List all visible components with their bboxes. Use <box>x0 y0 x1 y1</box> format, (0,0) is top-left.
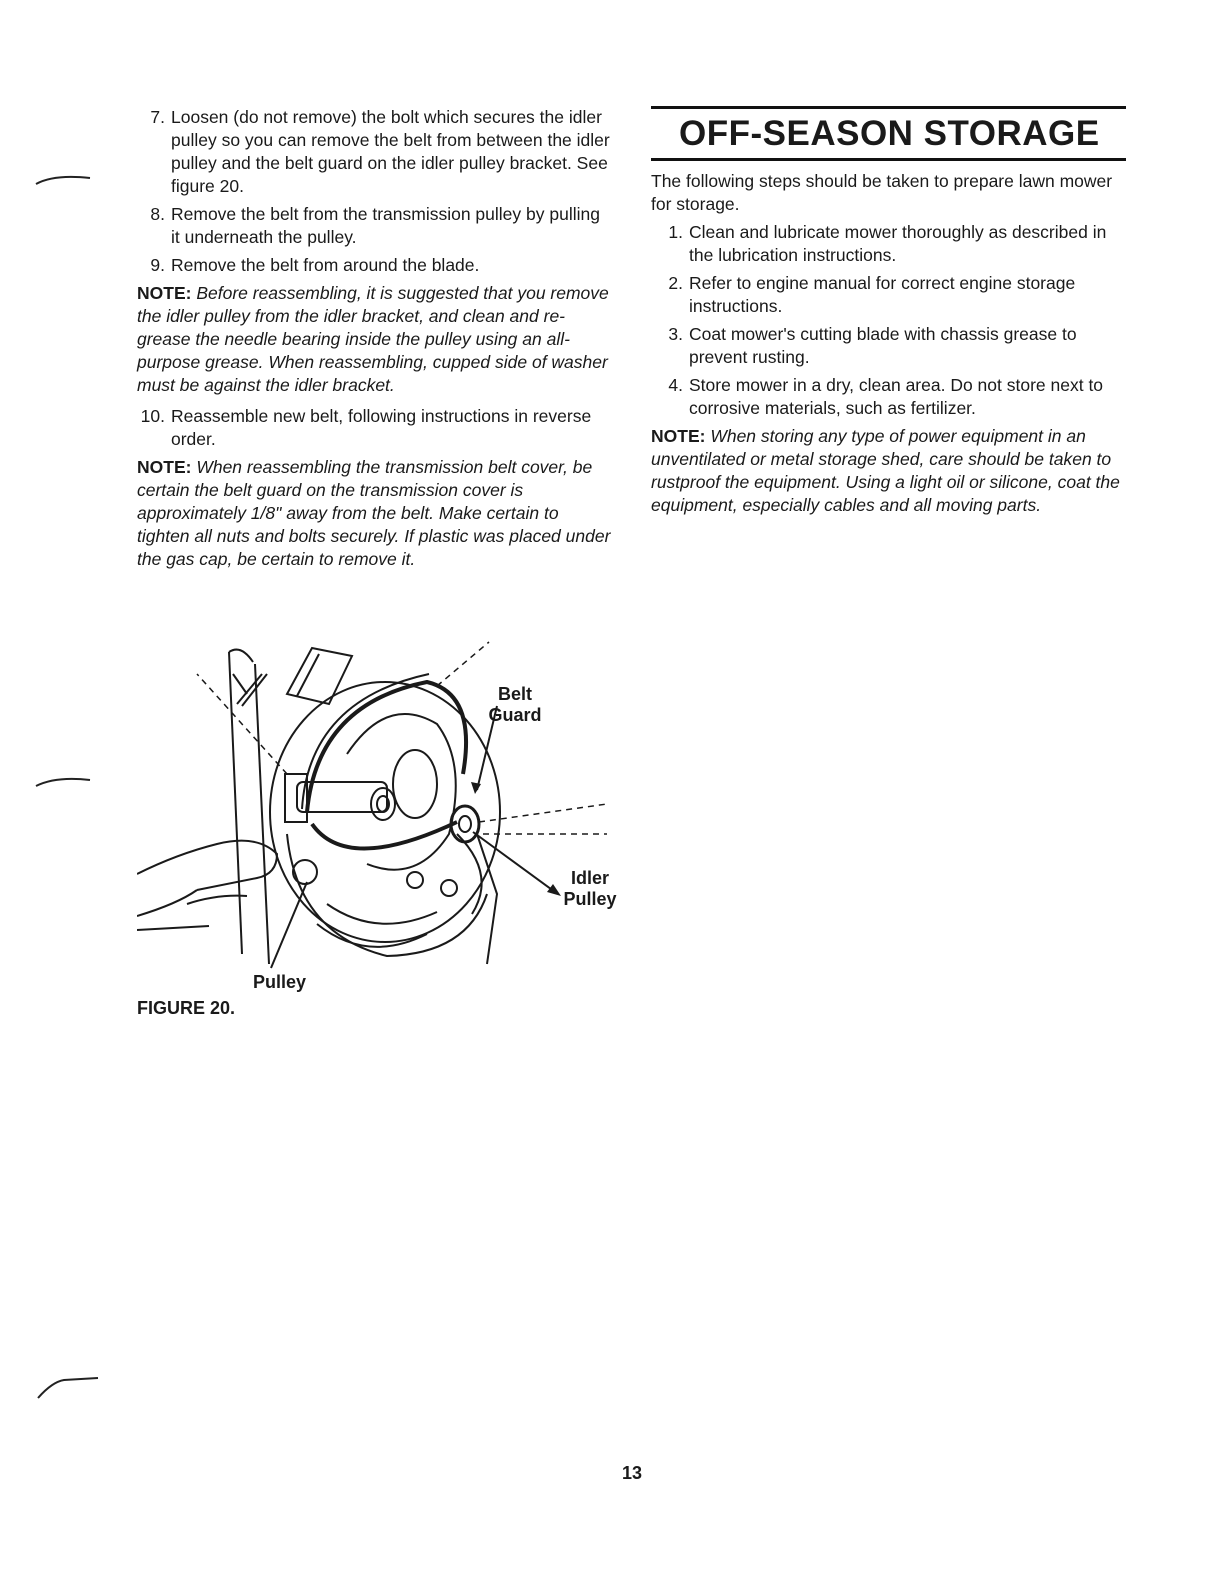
step-9 <box>137 254 611 277</box>
right-column <box>651 106 1126 525</box>
note-transmission-cover <box>137 456 611 571</box>
step-text: Clean and lubricate mower thoroughly as described in the lubrication instructions. <box>689 222 1107 265</box>
belt-label-line2: Guard <box>488 705 542 725</box>
section-title: OFF-SEASON STORAGE <box>679 114 1100 153</box>
page-number: 13 <box>621 1463 643 1483</box>
scan-mark <box>34 772 94 792</box>
step-number: 8. <box>150 204 165 224</box>
storage-step-2 <box>651 272 1126 318</box>
note-label: NOTE: <box>137 283 192 303</box>
idler-label-line2: Pulley <box>563 889 617 909</box>
step-number: 3. <box>668 324 683 344</box>
step-text: Reassemble new belt, following instructions in reverse order. <box>171 406 592 449</box>
step-number: 10. <box>140 406 165 426</box>
note-label: NOTE: <box>651 426 706 446</box>
pulley-label: Pulley <box>253 972 307 992</box>
idler-pulley-label <box>559 868 621 910</box>
left-column <box>137 106 611 579</box>
step-text: Remove the belt from the transmission pulley by pulling it underneath the pulley. <box>171 204 600 247</box>
note-reassembling-idler <box>137 282 611 397</box>
step-7 <box>137 106 611 198</box>
figure-20 <box>137 634 617 1024</box>
note-storage <box>651 425 1126 517</box>
step-number: 4. <box>668 375 683 395</box>
scan-mark <box>34 170 94 190</box>
idler-label-line1: Idler <box>570 868 609 888</box>
storage-step-1 <box>651 221 1126 267</box>
scan-mark <box>34 1372 104 1402</box>
title-rule-top <box>651 106 1126 109</box>
note-text: Before reassembling, it is suggested that you remove the idler pulley from the idler bracket, and clean and re-grease the needle bearing inside the pulley using an all-purpose grease. When reassembling, cupped side of washer must be against the idler bracket. <box>137 283 609 395</box>
title-rule-bottom <box>651 158 1126 161</box>
step-number: 1. <box>668 222 683 242</box>
storage-step-3 <box>651 323 1126 369</box>
step-number: 9. <box>150 255 165 275</box>
step-10 <box>137 405 611 451</box>
step-text: Remove the belt from around the blade. <box>171 255 480 275</box>
step-number: 2. <box>668 273 683 293</box>
step-text: Store mower in a dry, clean area. Do not store next to corrosive materials, such as fertilizer. <box>689 375 1104 418</box>
belt-label-line1: Belt <box>497 684 532 704</box>
step-number: 7. <box>150 107 165 127</box>
figure-caption: FIGURE 20. <box>137 998 236 1018</box>
note-label: NOTE: <box>137 457 192 477</box>
note-text: When reassembling the transmission belt cover, be certain the belt guard on the transmission cover is approximately 1/8" away from the belt. Make certain to tighten all nuts and bolts securely. If plastic was placed under the gas cap, be certain to remove it. <box>137 457 611 569</box>
step-text: Refer to engine manual for correct engine storage instructions. <box>689 273 1076 316</box>
step-text: Coat mower's cutting blade with chassis grease to prevent rusting. <box>689 324 1077 367</box>
step-text: Loosen (do not remove) the bolt which secures the idler pulley so you can remove the belt from between the idler pulley and the belt guard on the idler pulley bracket. See figure 20. <box>171 107 610 196</box>
belt-guard-label <box>480 684 550 726</box>
note-text: When storing any type of power equipment in an unventilated or metal storage shed, care should be taken to rustproof the equipment. Using a light oil or silicone, coat the equipment, especially cables and all moving parts. <box>651 426 1120 515</box>
storage-step-4 <box>651 374 1126 420</box>
storage-intro: The following steps should be taken to prepare lawn mower for storage. <box>651 171 1113 214</box>
section-header <box>651 106 1126 156</box>
step-8 <box>137 203 611 249</box>
